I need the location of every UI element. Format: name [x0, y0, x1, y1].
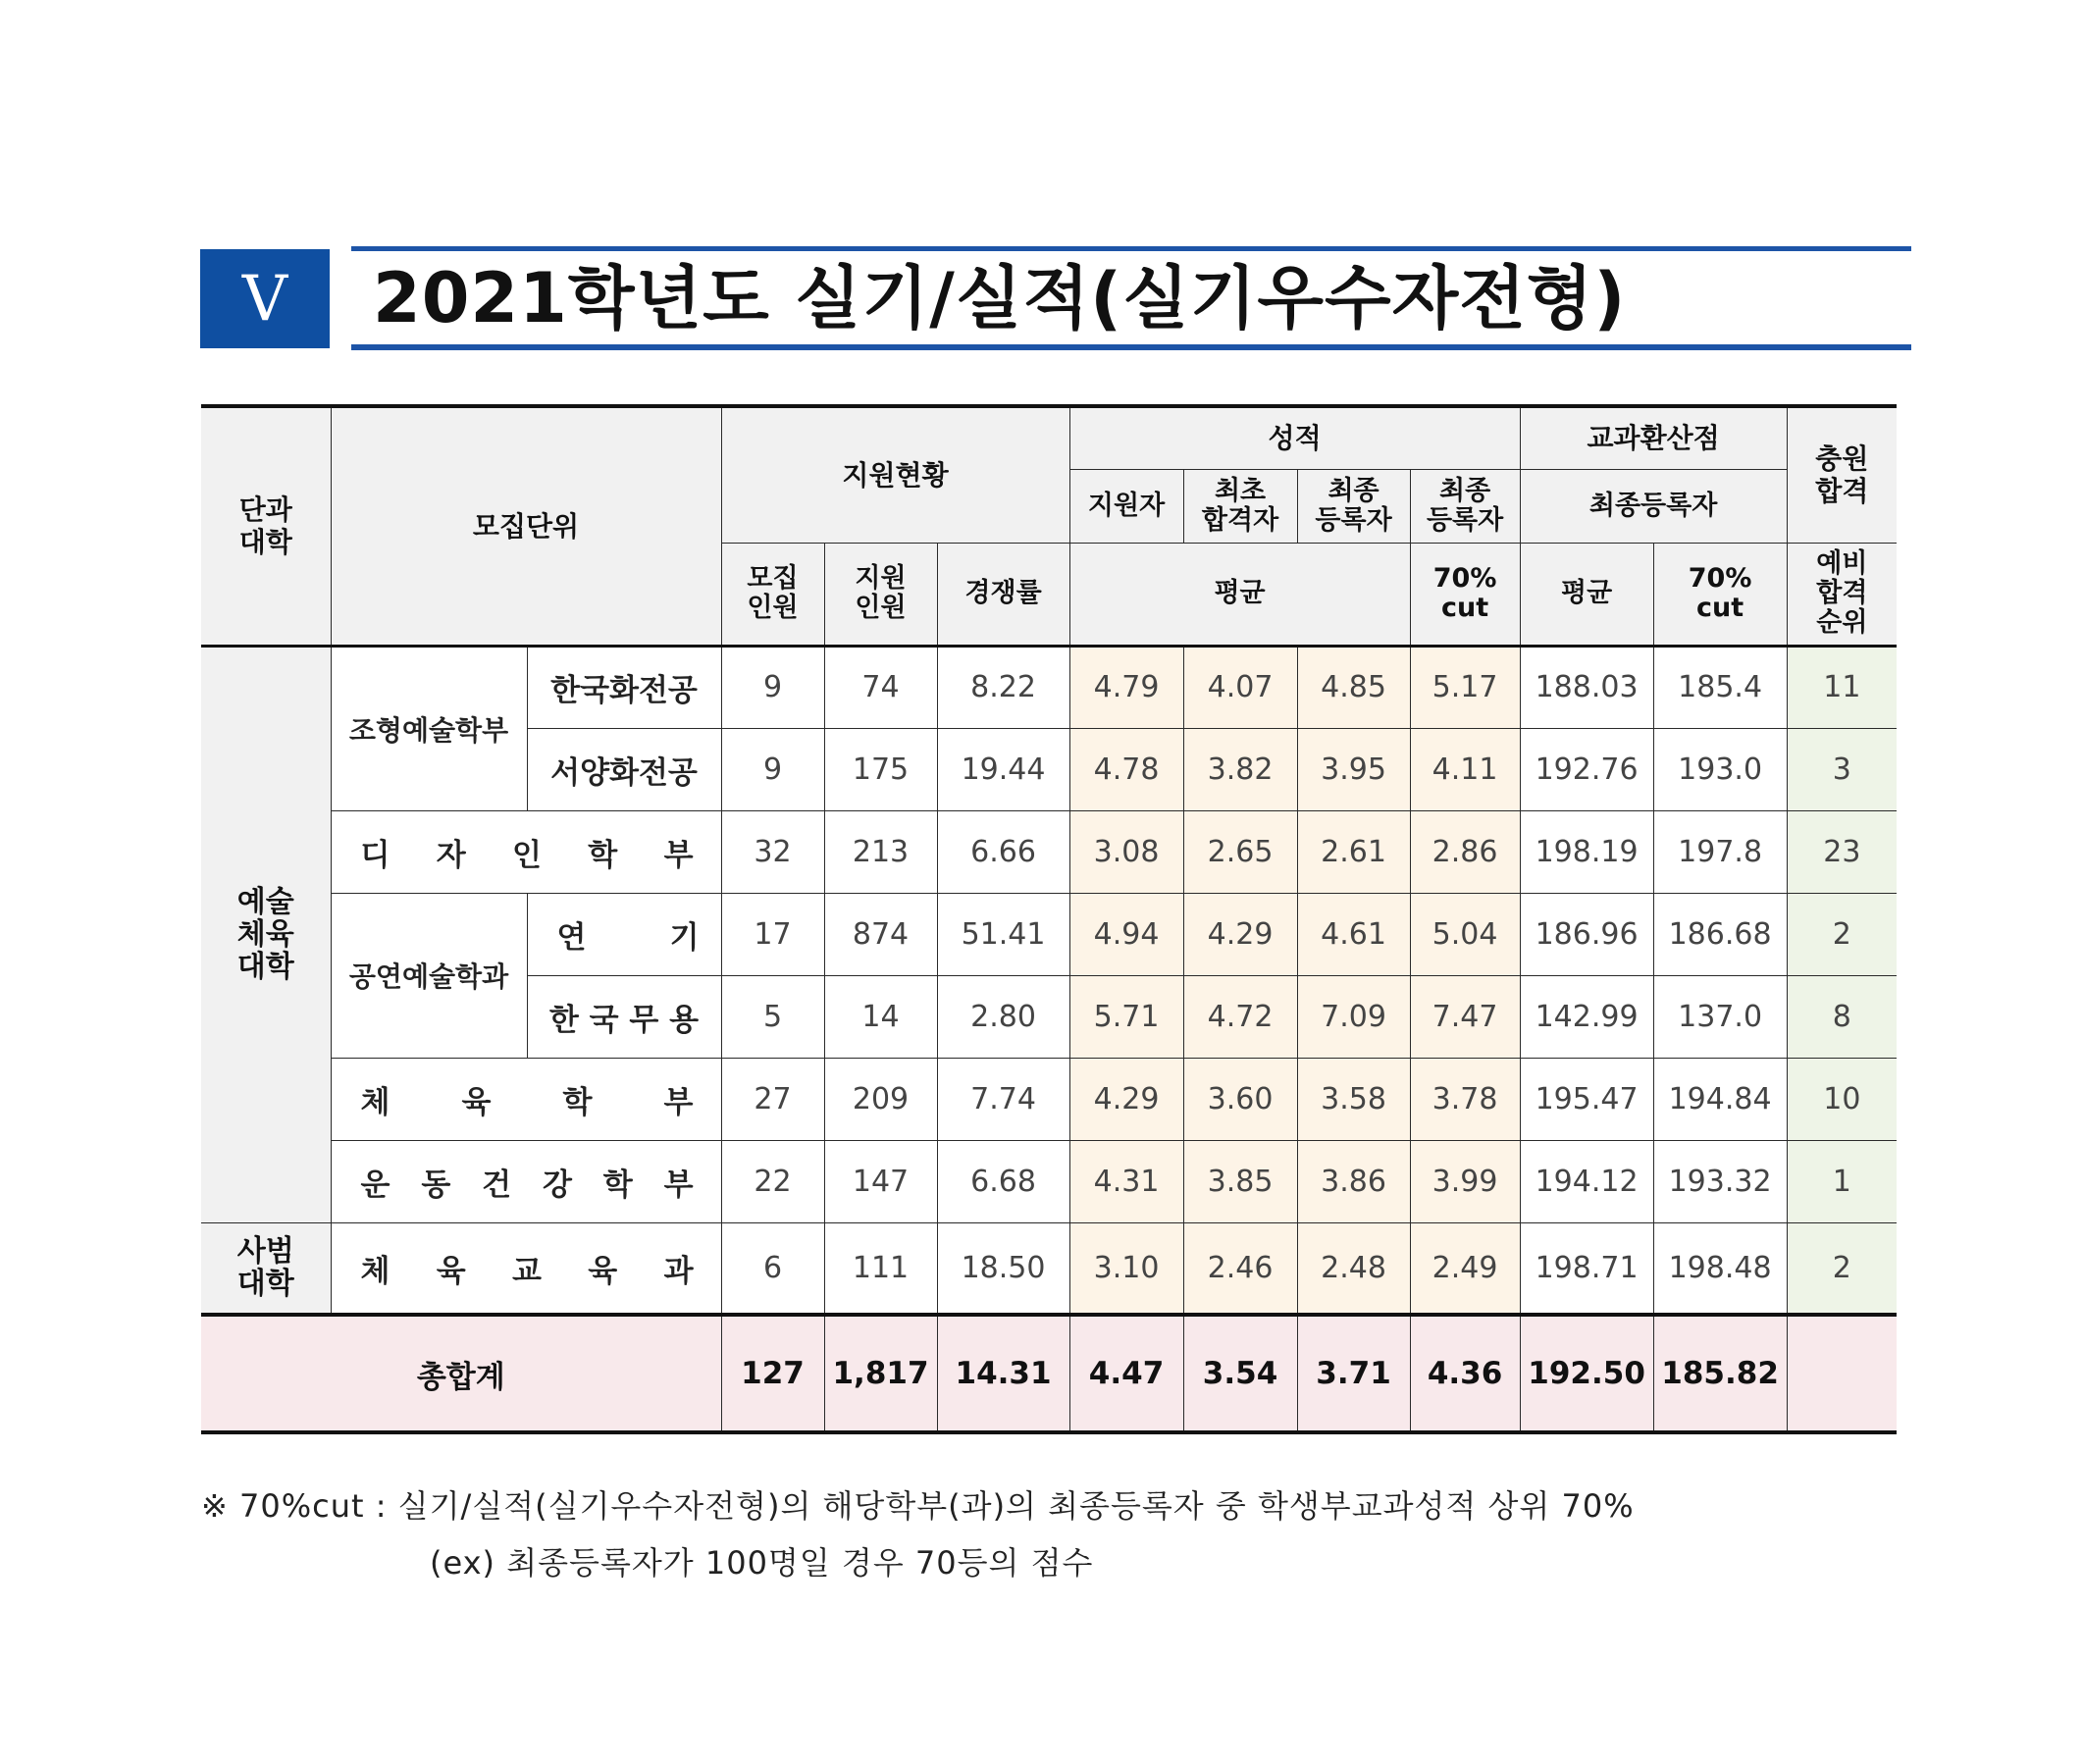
table-row [201, 646, 1897, 728]
header-applicants: 지원 인원 [824, 543, 937, 646]
grade-cell: 4.29 [1183, 893, 1297, 975]
grade-cell: 5.71 [1069, 975, 1183, 1058]
unit-name: 운 동 건 강 학 부 [331, 1140, 721, 1222]
header-unit: 모집단위 [331, 406, 721, 646]
avg-cell: 198.19 [1520, 810, 1653, 893]
quota-cell: 6 [721, 1222, 824, 1315]
cut-cell: 197.8 [1653, 810, 1787, 893]
quota-cell: 5 [721, 975, 824, 1058]
grade-cell: 4.07 [1183, 646, 1297, 728]
header-cut70-2: 70% cut [1653, 543, 1787, 646]
grade-cell: 2.46 [1183, 1222, 1297, 1315]
cut-cell: 198.48 [1653, 1222, 1787, 1315]
avg-cell: 198.71 [1520, 1222, 1653, 1315]
header-applicants-status: 지원현황 [721, 406, 1069, 543]
avg-cell: 186.96 [1520, 893, 1653, 975]
total-avg: 192.50 [1520, 1315, 1653, 1432]
total-applicants: 1,817 [824, 1315, 937, 1432]
avg-cell: 188.03 [1520, 646, 1653, 728]
grade-cell: 3.86 [1297, 1140, 1410, 1222]
grade-cell: 2.49 [1410, 1222, 1520, 1315]
header-college: 단과 대학 [201, 406, 331, 646]
grade-cell: 7.09 [1297, 975, 1410, 1058]
total-label: 총합계 [201, 1315, 721, 1432]
rate-cell: 8.22 [937, 646, 1069, 728]
header-additional-pass: 충원 합격 [1787, 406, 1897, 543]
group-fine-arts: 조형예술학부 [331, 646, 527, 810]
table-row [201, 893, 1897, 975]
grade-cell: 3.82 [1183, 728, 1297, 810]
grade-cell: 4.79 [1069, 646, 1183, 728]
unit-name: 디 자 인 학 부 [331, 810, 721, 893]
footnote-example: (ex) 최종등록자가 100명일 경우 70등의 점수 [430, 1544, 1094, 1582]
header-grade-final-reg: 최종 등록자 [1297, 469, 1410, 543]
grade-cell: 2.65 [1183, 810, 1297, 893]
grade-cell: 4.29 [1069, 1058, 1183, 1140]
college-arts: 예술 체육 대학 [201, 646, 331, 1222]
header-final-registrants: 최종등록자 [1520, 469, 1787, 543]
grade-cell: 7.47 [1410, 975, 1520, 1058]
grade-cell: 4.11 [1410, 728, 1520, 810]
applicants-cell: 111 [824, 1222, 937, 1315]
header-grade-final-reg-2: 최종 등록자 [1410, 469, 1520, 543]
table-row [201, 810, 1897, 893]
grade-cell: 2.86 [1410, 810, 1520, 893]
grade-cell: 3.60 [1183, 1058, 1297, 1140]
rank-cell: 8 [1787, 975, 1897, 1058]
rate-cell: 19.44 [937, 728, 1069, 810]
grade-cell: 4.61 [1297, 893, 1410, 975]
applicants-cell: 213 [824, 810, 937, 893]
rate-cell: 2.80 [937, 975, 1069, 1058]
quota-cell: 22 [721, 1140, 824, 1222]
rank-cell: 11 [1787, 646, 1897, 728]
grade-cell: 2.61 [1297, 810, 1410, 893]
unit-name: 체 육 학 부 [331, 1058, 721, 1140]
grade-cell: 4.31 [1069, 1140, 1183, 1222]
grade-cell: 4.72 [1183, 975, 1297, 1058]
table-row [201, 1140, 1897, 1222]
grade-cell: 3.78 [1410, 1058, 1520, 1140]
total-grade: 3.71 [1297, 1315, 1410, 1432]
avg-cell: 142.99 [1520, 975, 1653, 1058]
grade-cell: 3.08 [1069, 810, 1183, 893]
quota-cell: 17 [721, 893, 824, 975]
rate-cell: 6.66 [937, 810, 1069, 893]
avg-cell: 194.12 [1520, 1140, 1653, 1222]
cut-cell: 194.84 [1653, 1058, 1787, 1140]
group-performing: 공연예술학과 [331, 893, 527, 1058]
quota-cell: 32 [721, 810, 824, 893]
header-converted-score: 교과환산점 [1520, 406, 1787, 469]
rate-cell: 18.50 [937, 1222, 1069, 1315]
applicants-cell: 14 [824, 975, 937, 1058]
cut-cell: 186.68 [1653, 893, 1787, 975]
quota-cell: 9 [721, 646, 824, 728]
title-rule-top [351, 246, 1911, 251]
applicants-cell: 175 [824, 728, 937, 810]
header-quota: 모집 인원 [721, 543, 824, 646]
grade-cell: 3.85 [1183, 1140, 1297, 1222]
grade-cell: 3.95 [1297, 728, 1410, 810]
grade-cell: 4.85 [1297, 646, 1410, 728]
header-cut70: 70% cut [1410, 543, 1520, 646]
results-table [201, 404, 1897, 1434]
header-avg2: 평균 [1520, 543, 1653, 646]
grade-cell: 3.10 [1069, 1222, 1183, 1315]
college-edu: 사범 대학 [201, 1222, 331, 1315]
header-grades: 성적 [1069, 406, 1520, 469]
total-rate: 14.31 [937, 1315, 1069, 1432]
rate-cell: 6.68 [937, 1140, 1069, 1222]
rate-cell: 51.41 [937, 893, 1069, 975]
total-grade: 4.47 [1069, 1315, 1183, 1432]
applicants-cell: 209 [824, 1058, 937, 1140]
unit-name: 한 국 무 용 [527, 975, 721, 1058]
rank-cell: 1 [1787, 1140, 1897, 1222]
unit-name: 한국화전공 [527, 646, 721, 728]
unit-name: 체 육 교 육 과 [331, 1222, 721, 1315]
applicants-cell: 147 [824, 1140, 937, 1222]
total-cut: 185.82 [1653, 1315, 1787, 1432]
total-rank [1787, 1315, 1897, 1432]
cut-cell: 193.32 [1653, 1140, 1787, 1222]
header-grade-first-pass: 최초 합격자 [1183, 469, 1297, 543]
grade-cell: 3.58 [1297, 1058, 1410, 1140]
title-rule-bottom [351, 344, 1911, 350]
total-grade: 3.54 [1183, 1315, 1297, 1432]
header-competition: 경쟁률 [937, 543, 1069, 646]
rank-cell: 2 [1787, 1222, 1897, 1315]
header-waitlist-rank: 예비 합격 순위 [1787, 543, 1897, 646]
quota-cell: 9 [721, 728, 824, 810]
unit-name: 서양화전공 [527, 728, 721, 810]
rank-cell: 23 [1787, 810, 1897, 893]
grade-cell: 4.94 [1069, 893, 1183, 975]
quota-cell: 27 [721, 1058, 824, 1140]
rank-cell: 2 [1787, 893, 1897, 975]
rank-cell: 10 [1787, 1058, 1897, 1140]
page-title: 2021학년도 실기/실적(실기우수자전형) [373, 258, 1627, 338]
avg-cell: 192.76 [1520, 728, 1653, 810]
footnote-cut-definition: ※ 70%cut : 실기/실적(실기우수자전형)의 해당학부(과)의 최종등록자 중 학생부교과성적 상위 70% [201, 1487, 1635, 1525]
unit-name: 연 기 [527, 893, 721, 975]
grade-cell: 3.99 [1410, 1140, 1520, 1222]
section-mark: V [200, 249, 330, 348]
avg-cell: 195.47 [1520, 1058, 1653, 1140]
total-grade: 4.36 [1410, 1315, 1520, 1432]
total-row [201, 1315, 1897, 1432]
grade-cell: 5.17 [1410, 646, 1520, 728]
rank-cell: 3 [1787, 728, 1897, 810]
applicants-cell: 874 [824, 893, 937, 975]
total-quota: 127 [721, 1315, 824, 1432]
table-row [201, 1222, 1897, 1315]
grade-cell: 4.78 [1069, 728, 1183, 810]
rate-cell: 7.74 [937, 1058, 1069, 1140]
table-row [201, 1058, 1897, 1140]
cut-cell: 137.0 [1653, 975, 1787, 1058]
grade-cell: 2.48 [1297, 1222, 1410, 1315]
applicants-cell: 74 [824, 646, 937, 728]
header-average: 평균 [1069, 543, 1410, 646]
cut-cell: 185.4 [1653, 646, 1787, 728]
grade-cell: 5.04 [1410, 893, 1520, 975]
cut-cell: 193.0 [1653, 728, 1787, 810]
header-grade-applicants: 지원자 [1069, 469, 1183, 543]
